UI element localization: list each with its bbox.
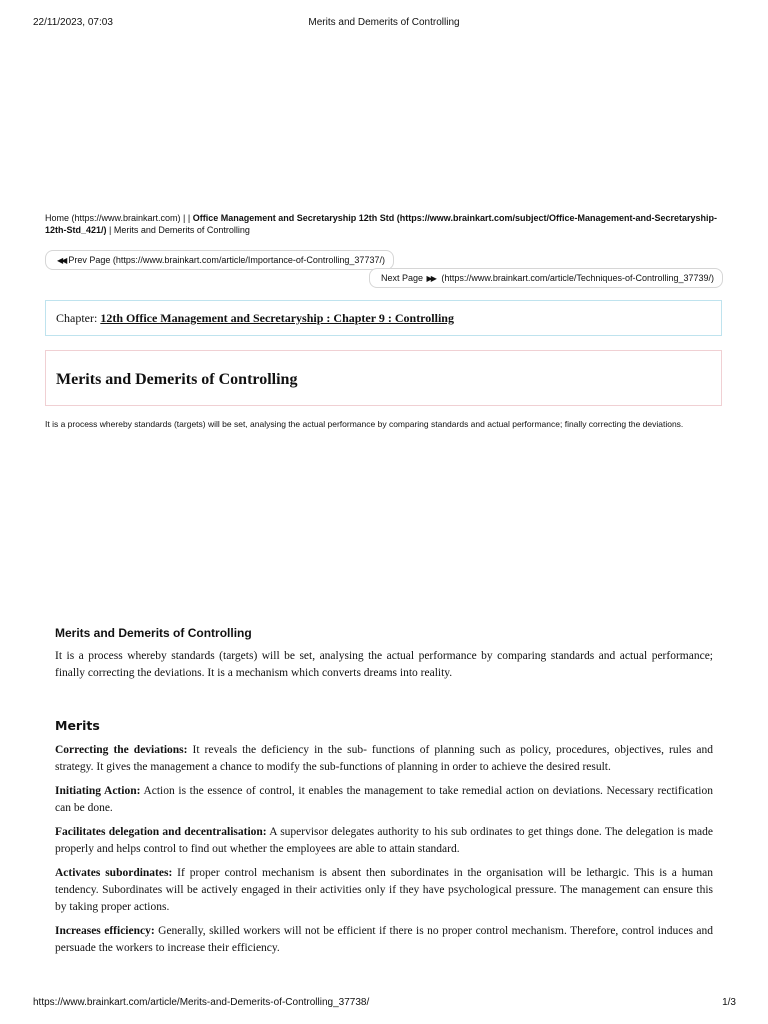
merit-term: Facilitates delegation and decentralisation: [55, 826, 267, 838]
next-page-url: (https://www.brainkart.com/article/Techniques-of-Controlling_37739/) [441, 273, 714, 283]
article-lead: It is a process whereby standards (targets) will be set, analysing the actual performance by comparing standards and actual performance; finally correcting the deviations. It is a mechanism which converts dreams into reality. [55, 650, 713, 679]
next-page-label: Next Page [381, 273, 424, 283]
merit-term: Correcting the deviations: [55, 744, 188, 756]
breadcrumb-current: | Merits and Demerits of Controlling [109, 225, 250, 235]
merit-text: Action is the essence of control, it enables the management to take remedial action on deviations. Necessary rectification can be done. [55, 785, 714, 814]
double-chevron-left-icon: ◀◀ [57, 256, 66, 265]
print-header-title: Merits and Demerits of Controlling [308, 17, 460, 28]
chapter-label: Chapter: [56, 311, 98, 325]
merit-item [55, 783, 713, 817]
chapter-link[interactable]: 12th Office Management and Secretaryship : Chapter 9 : Controlling [100, 311, 454, 325]
breadcrumb-subject-link[interactable]: Office Management and Secretaryship 12th Std (https://www.brainkart.com/subject/Office-Management-and-Secretaryship-12th-Std_421/) [45, 213, 718, 235]
merit-item [55, 865, 713, 916]
merit-term: Initiating Action: [55, 785, 141, 797]
merit-term: Increases efficiency: [55, 925, 155, 937]
intro-summary: It is a process whereby standards (targets) will be set, analysing the actual performance by comparing standards and actual performance; finally correcting the deviations. [45, 419, 684, 429]
merit-text: It reveals the deficiency in the sub- functions of planning such as policy, procedures, objectives, rules and strategy. It gives the management a chance to modify the sub-functions of planning in order to achieve the desired result. [55, 744, 713, 773]
print-page-number: 1/3 [722, 997, 736, 1008]
merit-text: If proper control mechanism is absent then subordinates in the organisation will be lethargic. This is a human tendency. Subordinates will be actively engaged in their activities only if they have psychological pressure. The management can ensure this by taking proper actions. [55, 867, 713, 913]
print-footer-url: https://www.brainkart.com/article/Merits-and-Demerits-of-Controlling_37738/ [33, 997, 370, 1008]
print-date: 22/11/2023, 07:03 [33, 17, 113, 28]
page-title: Merits and Demerits of Controlling [56, 371, 298, 388]
double-chevron-right-icon: ▶▶ [426, 274, 435, 283]
breadcrumb [45, 212, 725, 236]
next-page-button[interactable] [369, 268, 723, 288]
merit-text: A supervisor delegates authority to his sub ordinates to get things done. The delegation is made properly and helps control to find out whether the employees are able to attain standard. [55, 826, 713, 855]
merit-text: Generally, skilled workers will not be efficient if there is no proper control mechanism. Therefore, control induces and persuade the workers to increase their efficiency. [55, 925, 713, 954]
merit-term: Activates subordinates: [55, 867, 173, 879]
article-body [55, 626, 713, 964]
breadcrumb-home-link[interactable]: Home (https://www.brainkart.com) | | [45, 213, 191, 223]
prev-page-button[interactable] [45, 250, 394, 270]
prev-page-label: Prev Page (https://www.brainkart.com/article/Importance-of-Controlling_37737/) [68, 255, 385, 265]
merit-item [55, 824, 713, 858]
merits-heading: Merits [55, 718, 100, 733]
merit-item [55, 742, 713, 776]
merit-item [55, 923, 713, 957]
title-box [45, 350, 722, 406]
article-heading: Merits and Demerits of Controlling [55, 626, 252, 640]
chapter-box [45, 300, 722, 336]
